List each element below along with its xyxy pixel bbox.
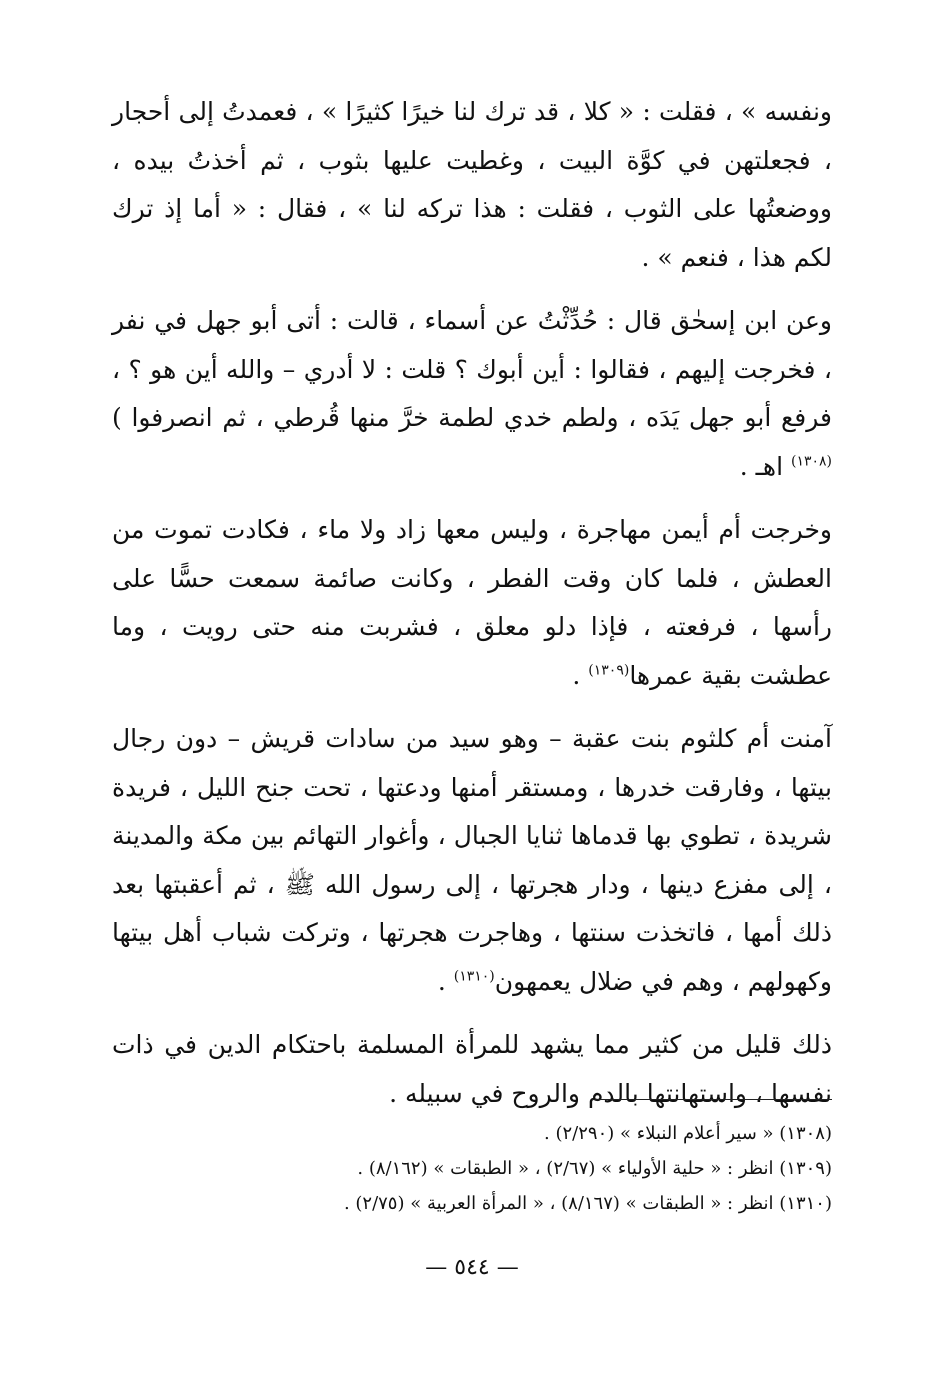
paragraph-1-text: ونفسه » ، فقلت : « كلا ، قد ترك لنا خيرًا كثيرًا » ، فعمدتُ إلى أحجار ، فجعلتهن في كوَّة البيت ، وغطيت عليها بثوب ، ثم أخذتُ بيده ، ووضعتُها على الثوب ، فقلت : هذا تركه لنا » ، فقال : « أما إذ ترك لكم هذا ، فنعم » . [112,97,832,272]
paragraph-5-text: ذلك قليل من كثير مما يشهد للمرأة المسلمة باحتكام الدين في ذات نفسها ، واستهانتها بالدم والروح في سبيله . [112,1030,832,1108]
paragraph-3 [112,506,832,700]
footnote-ref-1309[interactable]: (١٣٠٩) [588,662,630,679]
page-number: — ٥٤٤ — [425,1255,519,1280]
paragraph-4-text: آمنت أم كلثوم بنت عقبة – وهو سيد من سادات قريش – دون رجال بيتها ، وفارقت خدرها ، ومستقر أمنها ودعتها ، تحت جنح الليل ، فريدة شريدة ، تطوي بها قدماها ثنايا الجبال ، وأغوار التهائم بين مكة والمدينة ، إلى مفزع دينها ، ودار هجرتها ، إلى رسول الله ﷺ ، ثم أعقبتها بعد ذلك أمها ، فاتخذت سنتها ، وهاجرت هجرتها ، وتركت شباب أهل بيتها وكهولهم ، وهم في ضلال يعمهون [112,724,832,996]
footnote-ref-1308[interactable]: (١٣٠٨) [790,453,832,470]
footnote-separator [592,1099,832,1100]
paragraph-5 [112,1021,832,1118]
footnotes [112,1116,832,1221]
main-text [112,88,832,1118]
paragraph-3-tail: . [572,660,589,690]
paragraph-2-text: وعن ابن إسحٰق قال : حُدِّثْتُ عن أسماء ، قالت : أتى أبو جهل في نفر ، فخرجت إليهم ، فقالوا : أين أبوك ؟ قلت : لا أدري – والله أين هو ؟ ، فرفع أبو جهل يَدَه ، ولطم خدي لطمة خرَّ منها قُرطي ، ثم انصرفوا ) [112,306,832,432]
footnote-1310: (١٣١٠) انظر : « الطبقات » (٨/١٦٧) ، « المرأة العربية » (٢/٧٥) . [343,1193,832,1214]
paragraph-3-text: وخرجت أم أيمن مهاجرة ، وليس معها زاد ولا ماء ، فكادت تموت من العطش ، فلما كان وقت الفطر ، وكانت صائمة سمعت حسًّا على رأسها ، فرفعته ، فإذا دلو معلق ، فشربت منه حتى رويت ، وما عطشت بقية عمرها [112,515,832,690]
paragraph-1 [112,88,832,282]
footnote-1308: (١٣٠٨) « سير أعلام النبلاء » (٢/٢٩٠) . [544,1123,832,1144]
footnote-ref-1310[interactable]: (١٣١٠) [453,968,495,985]
paragraph-2 [112,297,832,491]
paragraph-2-tail: اهـ . [739,451,791,481]
paragraph-4 [112,715,832,1006]
paragraph-4-tail: . [437,966,454,996]
footnote-1309: (١٣٠٩) انظر : « حلية الأولياء » (٢/٦٧) ، « الطبقات » (٨/١٦٢) . [357,1158,832,1179]
